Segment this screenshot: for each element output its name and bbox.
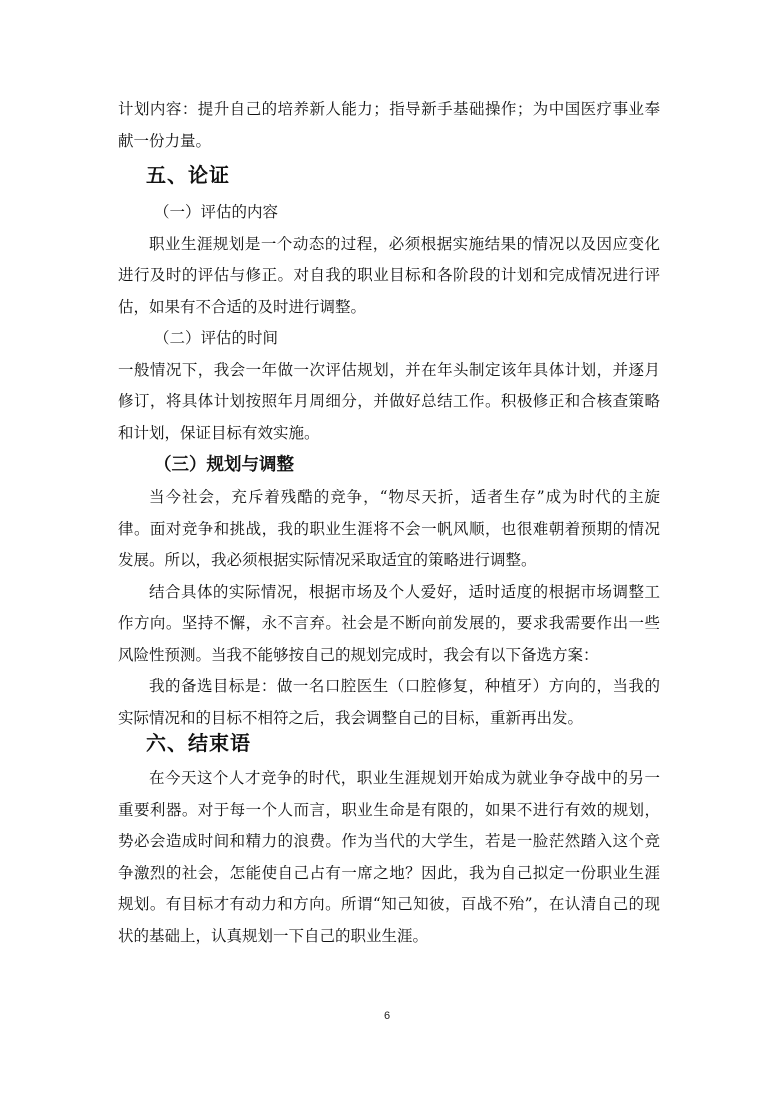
section-5-block	[118, 158, 660, 192]
subsection-2-title: （二）评估的时间	[154, 329, 279, 347]
section-5-heading: 五、论证	[146, 163, 230, 187]
subsection-2-block	[118, 323, 660, 449]
subsection-3-paragraph-1: 当今社会，充斥着残酷的竞争，“物尽天折，适者生存”成为时代的主旋律。面对竞争和挑战，我的职业生涯将不会一帆风顺，也很难朝着预期的情况发展。所以，我必须根据实际情况采取适宜的策略进行调整。	[118, 488, 660, 569]
page-number: 6	[383, 1010, 391, 1022]
section-6-heading: 六、结束语	[146, 731, 251, 755]
section-6-block	[118, 726, 660, 952]
conclusion-paragraph: 在今天这个人才竞争的时代，职业生涯规划开始成为就业争夺战中的另一重要利器。对于每一个人而言，职业生命是有限的，如果不进行有效的规划，势必会造成时间和精力的浪费。作为当代的大学生，若是一脸茫然踏入这个竞争激烈的社会，怎能使自己占有一席之地？因此，我为自己拟定一份职业生涯规划。有目标才有动力和方向。所谓“知己知彼，百战不殆”，在认清自己的现状的基础上，认真规划一下自己的职业生涯。	[118, 769, 660, 945]
subsection-3-paragraph-2: 结合具体的实际情况，根据市场及个人爱好，适时适度的根据市场调整工作方向。坚持不懈，永不言弃。社会是不断向前发展的，要求我需要作出一些风险性预测。当我不能够按自己的规划完成时，我会有以下备选方案：	[118, 582, 660, 664]
subsection-3-block	[118, 448, 660, 734]
subsection-1-block	[118, 197, 660, 323]
subsection-1-body: 职业生涯规划是一个动态的过程，必须根据实施结果的情况以及因应变化进行及时的评估与修正。对自我的职业目标和各阶段的计划和完成情况进行评估，如果有不合适的及时进行调整。	[118, 234, 660, 316]
subsection-1-title: （一）评估的内容	[154, 203, 279, 221]
subsection-2-body: 一般情况下，我会一年做一次评估规划，并在年头制定该年具体计划，并逐月修订，将具体计划按照年月周细分，并做好总结工作。积极修正和合核查策略和计划，保证目标有效实施。	[118, 360, 660, 442]
subsection-3-paragraph-3: 我的备选目标是：做一名口腔医生（口腔修复，种植牙）方向的，当我的实际情况和的目标不相符之后，我会调整自己的目标，重新再出发。	[118, 677, 660, 727]
subsection-3-title: （三）规划与调整	[154, 455, 294, 475]
plan-content-paragraph: 计划内容：提升自己的培养新人能力；指导新手基础操作；为中国医疗事业奉献一份力量。	[118, 100, 660, 150]
intro-block	[118, 94, 660, 157]
